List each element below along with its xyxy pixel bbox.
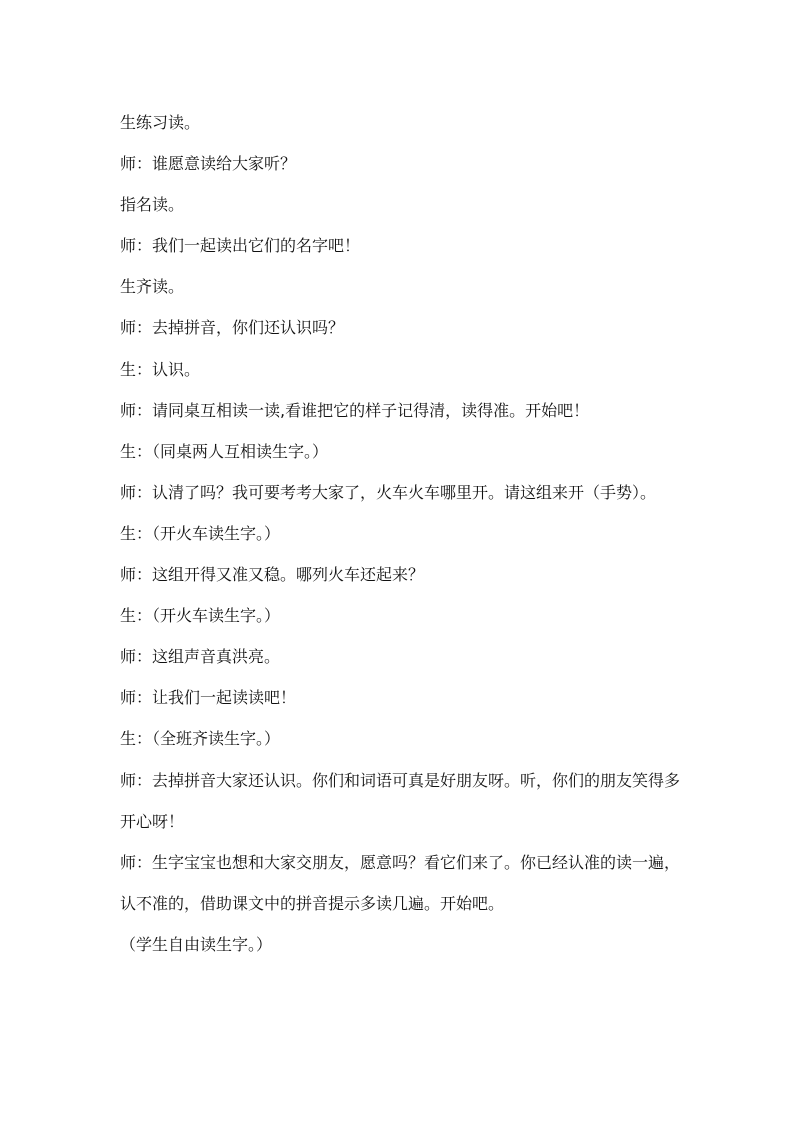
- paragraph: 师：去掉拼音大家还认识。你们和词语可真是好朋友呀。听，你们的朋友笑得多开心呀！: [120, 770, 681, 831]
- paragraph: 生：（全班齐读生字。）: [120, 729, 281, 749]
- paragraph: 生：认识。: [120, 359, 201, 379]
- paragraph: 生：（同桌两人互相读生字。）: [120, 441, 329, 461]
- paragraph: 师：去掉拼音，你们还认识吗？: [120, 318, 345, 338]
- paragraph: 指名读。: [120, 195, 185, 215]
- paragraph: 师：我们一起读出它们的名字吧！: [120, 236, 361, 256]
- paragraph: 师：生字宝宝也想和大家交朋友，愿意吗？看它们来了。你已经认准的读一遍，认不准的，借助课文中的拼音提示多读几遍。开始吧。: [120, 852, 681, 913]
- paragraph: 生齐读。: [120, 277, 185, 297]
- document-body: [120, 102, 680, 965]
- paragraph: 师：谁愿意读给大家听？: [120, 154, 297, 174]
- paragraph: 生：（开火车读生字。）: [120, 523, 281, 543]
- paragraph: 师：认清了吗？我可要考考大家了，火车火车哪里开。请这组来开（手势）。: [120, 482, 657, 502]
- paragraph: 师：让我们一起读读吧！: [120, 688, 297, 708]
- paragraph: 师：这组声音真洪亮。: [120, 647, 281, 667]
- paragraph: 生：（开火车读生字。）: [120, 606, 281, 626]
- paragraph: 师：这组开得又准又稳。哪列火车还起来？: [120, 565, 425, 585]
- paragraph: （学生自由读生字。）: [120, 934, 273, 954]
- paragraph: 师：请同桌互相读一读,看谁把它的样子记得清，读得准。开始吧！: [120, 400, 590, 420]
- paragraph: 生练习读。: [120, 113, 201, 132]
